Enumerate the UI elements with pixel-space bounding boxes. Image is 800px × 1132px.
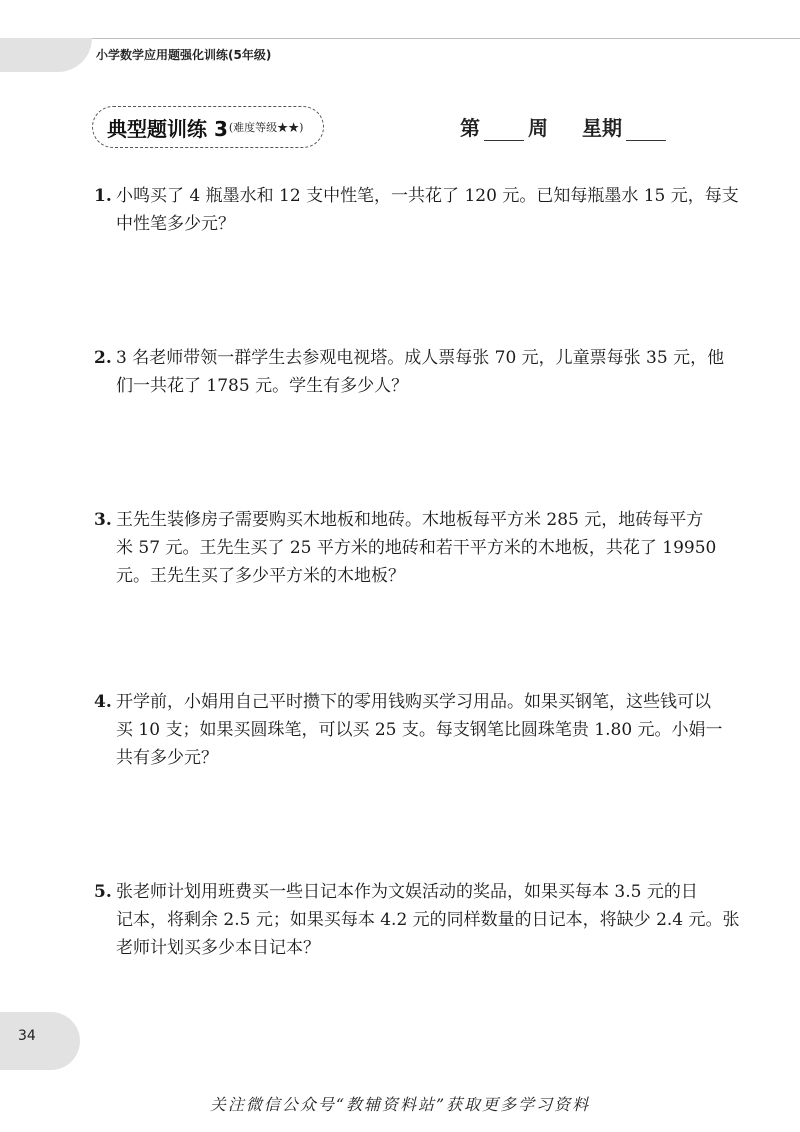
header-divider [92, 38, 800, 39]
week-blank[interactable] [484, 118, 524, 141]
question-text: 买 10 支；如果买圆珠笔，可以买 25 支。每支钢笔比圆珠笔贵 1.80 元。小娟一 [116, 720, 723, 740]
question-text: 共有多少元？ [116, 748, 218, 768]
section-title-box [92, 106, 324, 148]
question-text: 米 57 元。王先生买了 25 平方米的地砖和若干平方米的木地板，共花了 19950 [116, 538, 717, 558]
question-text: 们一共花了 1785 元。学生有多少人？ [116, 376, 409, 396]
question-5 [94, 878, 740, 962]
question-number: 3. [94, 510, 112, 530]
question-number: 2. [94, 348, 112, 368]
question-number: 1. [94, 186, 112, 206]
page-number-tab [0, 1012, 80, 1070]
weekday-label: 星期 [582, 116, 622, 140]
question-text: 记本，将剩余 2.5 元；如果买每本 4.2 元的同样数量的日记本，将缺少 2.4 元。张 [116, 910, 740, 930]
header-corner-tab [0, 38, 92, 72]
question-text: 张老师计划用班费买一些日记本作为文娱活动的奖品，如果买每本 3.5 元的日 [116, 882, 698, 902]
question-number: 5. [94, 882, 112, 902]
question-text: 元。王先生买了多少平方米的木地板？ [116, 566, 405, 586]
week-prefix: 第 [460, 116, 480, 140]
difficulty-label: (难度等级★★) [228, 121, 304, 134]
question-text: 王先生装修房子需要购买木地板和地砖。木地板每平方米 285 元，地砖每平方 [116, 510, 704, 530]
question-2 [94, 344, 725, 400]
week-fill-area [460, 112, 670, 141]
page-number: 34 [18, 1028, 36, 1044]
question-text: 开学前，小娟用自己平时攒下的零用钱购买学习用品。如果买钢笔，这些钱可以 [116, 692, 711, 712]
weekday-blank[interactable] [626, 118, 666, 141]
footer-note: 关注微信公众号“教辅资料站”获取更多学习资料 [209, 1095, 591, 1114]
question-3 [94, 506, 717, 590]
week-unit: 周 [528, 116, 548, 140]
question-text: 老师计划买多少本日记本？ [116, 938, 320, 958]
question-text: 3 名老师带领一群学生去参观电视塔。成人票每张 70 元，儿童票每张 35 元，他 [116, 348, 725, 368]
book-title: 小学数学应用题强化训练(5年级) [96, 48, 272, 62]
section-title: 典型题训练 3 [107, 116, 228, 141]
question-1 [94, 182, 739, 238]
question-4 [94, 688, 723, 772]
question-text: 中性笔多少元？ [116, 214, 235, 234]
question-text: 小鸣买了 4 瓶墨水和 12 支中性笔，一共花了 120 元。已知每瓶墨水 15 元，每支 [116, 186, 739, 206]
question-number: 4. [94, 692, 112, 712]
